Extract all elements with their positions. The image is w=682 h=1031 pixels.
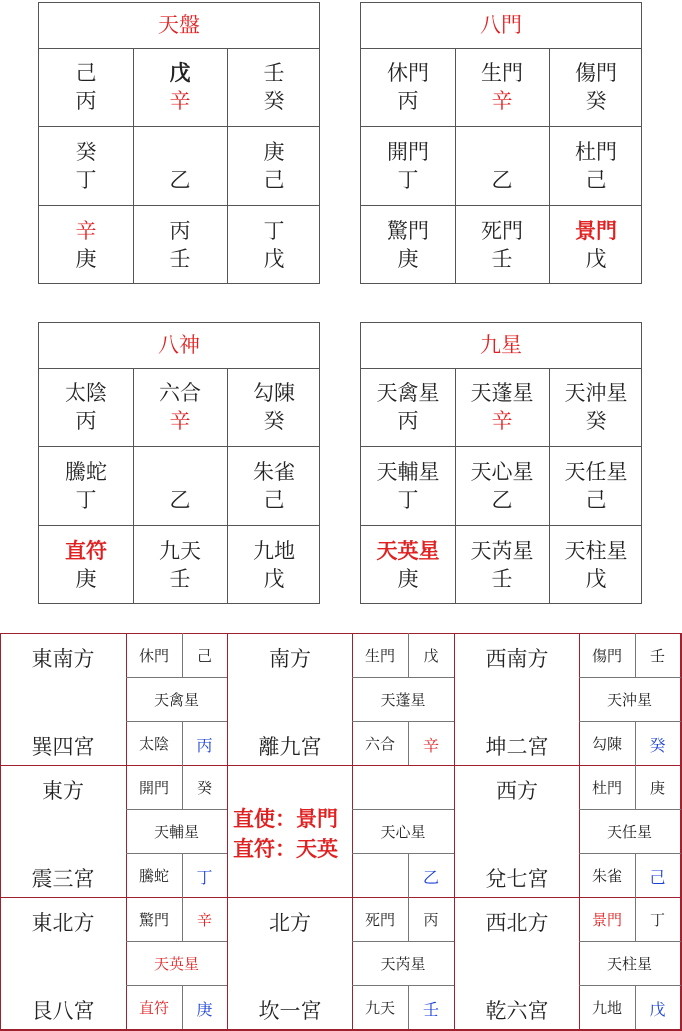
star-label: 天芮星 [380, 955, 426, 973]
door-label: 休門 [138, 647, 169, 665]
panel-title: 天盤 [39, 3, 319, 49]
star-label: 天英星 [153, 955, 199, 973]
palace-direction: 東北方 [31, 911, 95, 935]
god-label: 六合 [364, 735, 395, 753]
cell-e: 天任星 己 [564, 460, 628, 512]
door-label: 驚門 [138, 911, 169, 929]
palace-direction: 北方 [269, 911, 311, 935]
door-label: 傷門 [591, 647, 622, 665]
god-label: 太陰 [138, 735, 169, 753]
star-label: 天輔星 [153, 823, 199, 841]
star-label: 天沖星 [606, 691, 652, 709]
cell-nw: 太陰 丙 [65, 381, 107, 433]
qimen-board [0, 633, 682, 1031]
god-label: 直符 [138, 999, 169, 1017]
door-label: 杜門 [591, 779, 622, 797]
cell-c: 乙 [169, 488, 191, 512]
cell-n: 天蓬星 辛 [470, 381, 534, 433]
god-label: 勾陳 [591, 735, 622, 753]
palace-direction: 東方 [42, 779, 84, 803]
panel-tianpan [38, 2, 320, 284]
god-stem: 丙 [196, 736, 213, 755]
god-stem: 戊 [649, 1000, 666, 1019]
palace-direction: 南方 [269, 647, 311, 671]
cell-s: 九天 壬 [159, 539, 201, 591]
god-label: 騰蛇 [138, 867, 169, 885]
star-label: 天心星 [380, 823, 426, 841]
cell-w: 天輔星 丁 [376, 460, 440, 512]
palace-name: 乾六宮 [485, 999, 549, 1023]
god-stem: 辛 [422, 736, 439, 755]
panel-bamen [360, 2, 642, 284]
cell-n: 生門 辛 [481, 61, 523, 113]
door-stem: 丙 [423, 911, 439, 929]
star-label: 天柱星 [606, 955, 652, 973]
cell-nw: 己 丙 [75, 61, 97, 113]
palace-name: 兌七宮 [485, 867, 549, 891]
cell-w: 騰蛇 丁 [65, 460, 107, 512]
god-stem: 丁 [196, 868, 213, 887]
star-label: 天禽星 [153, 691, 199, 709]
palace-direction: 東南方 [31, 647, 95, 671]
door-stem: 丁 [649, 911, 665, 929]
cell-ne: 天沖星 癸 [564, 381, 628, 433]
door-label: 生門 [364, 647, 395, 665]
door-stem: 辛 [196, 911, 212, 929]
palace-direction: 西南方 [485, 647, 549, 671]
palace-name: 巽四宮 [31, 735, 95, 759]
door-stem: 戊 [423, 647, 439, 665]
door-stem: 己 [196, 647, 212, 665]
palace-name: 艮八宮 [31, 999, 95, 1023]
cell-s: 天芮星 壬 [470, 539, 534, 591]
cell-e: 朱雀 己 [253, 460, 295, 512]
god-stem: 庚 [196, 1000, 213, 1019]
panel-title: 八神 [39, 323, 319, 369]
cell-e: 庚 己 [263, 140, 285, 192]
zhishi-label: 直使：景門 [233, 806, 338, 831]
god-label: 九地 [591, 999, 622, 1017]
cell-nw: 天禽星 丙 [376, 381, 440, 433]
star-label: 天蓬星 [380, 691, 426, 709]
cell-ne: 壬 癸 [263, 61, 285, 113]
god-stem: 壬 [422, 1000, 439, 1019]
cell-w: 開門 丁 [387, 140, 429, 192]
cell-se: 丁 戊 [263, 219, 285, 271]
god-stem: 己 [649, 868, 666, 887]
cell-sw: 辛 庚 [75, 219, 97, 271]
door-label: 開門 [138, 779, 169, 797]
cell-s: 死門 壬 [481, 219, 523, 271]
door-stem: 癸 [196, 779, 212, 797]
palace-name: 離九宮 [258, 735, 322, 759]
palace-name: 震三宮 [31, 867, 95, 891]
cell-se: 天柱星 戊 [564, 539, 628, 591]
cell-sw: 直符 庚 [65, 538, 107, 591]
cell-n: 六合 辛 [159, 381, 201, 433]
cell-nw: 休門 丙 [387, 61, 429, 113]
palace-name: 坎一宮 [258, 999, 322, 1023]
cell-ne: 傷門 癸 [575, 61, 617, 113]
god-stem: 癸 [649, 736, 666, 755]
cell-c: 天心星 乙 [470, 460, 534, 512]
cell-c: 乙 [169, 168, 191, 192]
door-stem: 庚 [649, 779, 665, 797]
cell-se: 景門 戊 [575, 218, 617, 271]
god-stem: 乙 [422, 868, 439, 887]
cell-w: 癸 丁 [75, 140, 97, 192]
door-label: 景門 [591, 911, 622, 929]
star-label: 天任星 [606, 823, 652, 841]
door-label: 死門 [364, 911, 395, 929]
palace-name: 坤二宮 [485, 735, 549, 759]
panel-jiuxing [360, 322, 642, 604]
god-label: 九天 [364, 999, 395, 1017]
door-stem: 壬 [649, 647, 665, 665]
cell-sw: 驚門 庚 [387, 219, 429, 271]
cell-n: 戊 辛 [169, 60, 191, 113]
cell-e: 杜門 己 [575, 140, 617, 192]
palace-direction: 西方 [496, 779, 538, 803]
cell-sw: 天英星 庚 [376, 538, 440, 591]
panel-title: 八門 [361, 3, 641, 49]
cell-s: 丙 壬 [169, 219, 191, 271]
palace-direction: 西北方 [485, 911, 549, 935]
cell-c: 乙 [491, 168, 513, 192]
panel-bashen [38, 322, 320, 604]
god-label: 朱雀 [591, 867, 622, 885]
cell-se: 九地 戊 [253, 539, 295, 591]
zhifu-label: 直符：天英 [233, 836, 338, 861]
cell-ne: 勾陳 癸 [253, 381, 295, 433]
panel-title: 九星 [361, 323, 641, 369]
